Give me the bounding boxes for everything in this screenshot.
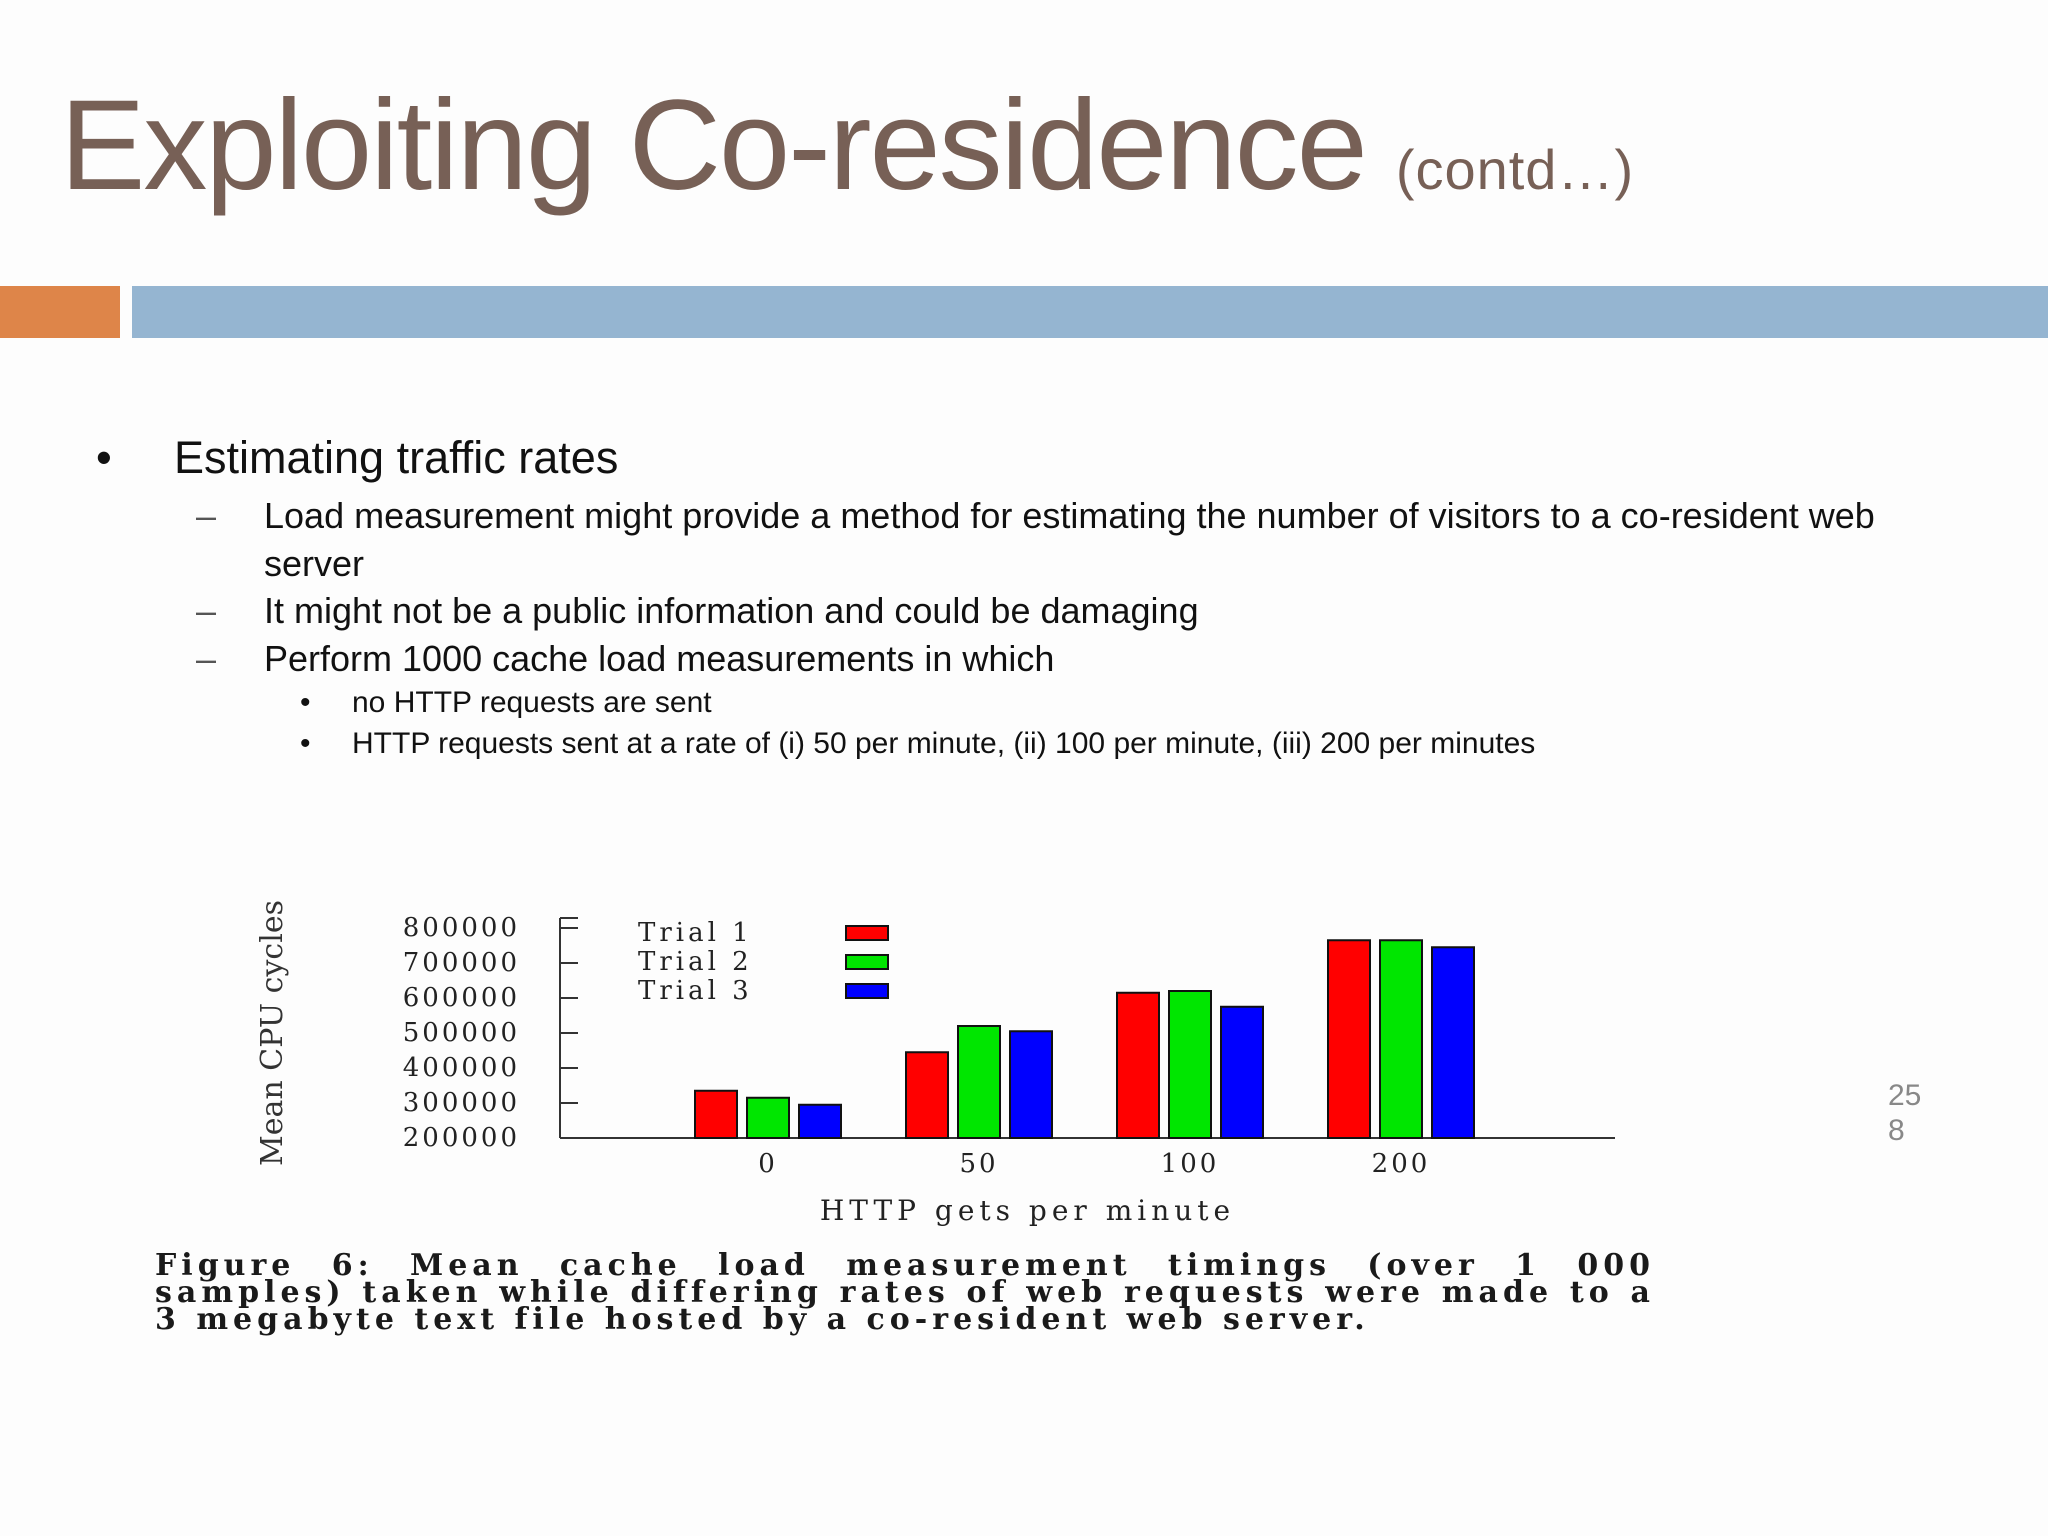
bar-trial-2-200 bbox=[1380, 940, 1422, 1138]
y-tick-label: 600000 bbox=[402, 983, 520, 1013]
x-tick-label: 50 bbox=[959, 1149, 999, 1179]
y-tick-label: 700000 bbox=[402, 948, 520, 978]
bar-trial-1-0 bbox=[695, 1091, 737, 1138]
legend-label: Trial 2 bbox=[638, 947, 753, 977]
bar-trial-1-200 bbox=[1328, 940, 1370, 1138]
legend-swatch-trial-1 bbox=[846, 926, 888, 940]
bar-trial-1-50 bbox=[906, 1052, 948, 1138]
dash-marker: – bbox=[196, 638, 217, 679]
y-tick-label: 400000 bbox=[402, 1053, 520, 1083]
bar-trial-3-0 bbox=[799, 1105, 841, 1138]
bullet-marker: • bbox=[96, 432, 112, 483]
title-main: Exploiting Co-residence bbox=[60, 74, 1366, 217]
sub-item-perform-measurements: Perform 1000 cache load measurements in which bbox=[264, 638, 1055, 679]
bar-trial-2-100 bbox=[1169, 991, 1211, 1138]
sub-sub-item-http-rates: HTTP requests sent at a rate of (i) 50 per minute, (ii) 100 per minute, (iii) 200 per minutes bbox=[352, 727, 1536, 760]
bar-trial-2-50 bbox=[958, 1026, 1000, 1138]
bar-chart bbox=[230, 890, 1650, 1245]
bullet-estimating-traffic: Estimating traffic rates bbox=[174, 432, 619, 483]
figure-caption: Figure 6: Mean cache load measurement timings (over 1 000 samples) taken while differing rates of web requests were made to a 3 megabyte text file hosted by a co-resident web server. bbox=[155, 1248, 1655, 1337]
dash-marker: – bbox=[196, 590, 217, 631]
accent-bar-orange bbox=[0, 286, 120, 338]
y-tick-label: 500000 bbox=[402, 1018, 520, 1048]
sub-sub-item-no-http: no HTTP requests are sent bbox=[352, 686, 712, 719]
legend-label: Trial 3 bbox=[638, 976, 753, 1006]
dash-marker: – bbox=[196, 495, 217, 536]
small-bullet-marker: • bbox=[300, 686, 311, 719]
bar-trial-3-100 bbox=[1221, 1007, 1263, 1138]
accent-bar-blue bbox=[132, 286, 2048, 338]
bar-trial-2-0 bbox=[747, 1098, 789, 1138]
legend-swatch-trial-2 bbox=[846, 955, 888, 969]
bar-trial-3-50 bbox=[1010, 1031, 1052, 1138]
y-tick-label: 200000 bbox=[402, 1123, 520, 1153]
y-axis-title: Mean CPU cycles bbox=[255, 900, 290, 1166]
x-axis-title: HTTP gets per minute bbox=[819, 1194, 1236, 1227]
bar-trial-1-100 bbox=[1117, 993, 1159, 1138]
legend-swatch-trial-3 bbox=[846, 984, 888, 998]
small-bullet-marker: • bbox=[300, 727, 311, 760]
sub-item-public-info: It might not be a public information and could be damaging bbox=[264, 590, 1199, 631]
page-number: 258 bbox=[1888, 1079, 1922, 1147]
bar-trial-3-200 bbox=[1432, 947, 1474, 1138]
y-tick-label: 800000 bbox=[402, 913, 520, 943]
y-tick-label: 300000 bbox=[402, 1088, 520, 1118]
legend-label: Trial 1 bbox=[638, 918, 753, 948]
x-tick-label: 200 bbox=[1371, 1149, 1431, 1179]
x-tick-label: 0 bbox=[758, 1149, 778, 1179]
sub-item-load-measurement: Load measurement might provide a method for estimating the number of visitors to a co-resident web server bbox=[264, 495, 1875, 584]
slide-title bbox=[60, 74, 1635, 217]
x-tick-label: 100 bbox=[1160, 1149, 1220, 1179]
title-suffix: (contd…) bbox=[1395, 138, 1635, 201]
